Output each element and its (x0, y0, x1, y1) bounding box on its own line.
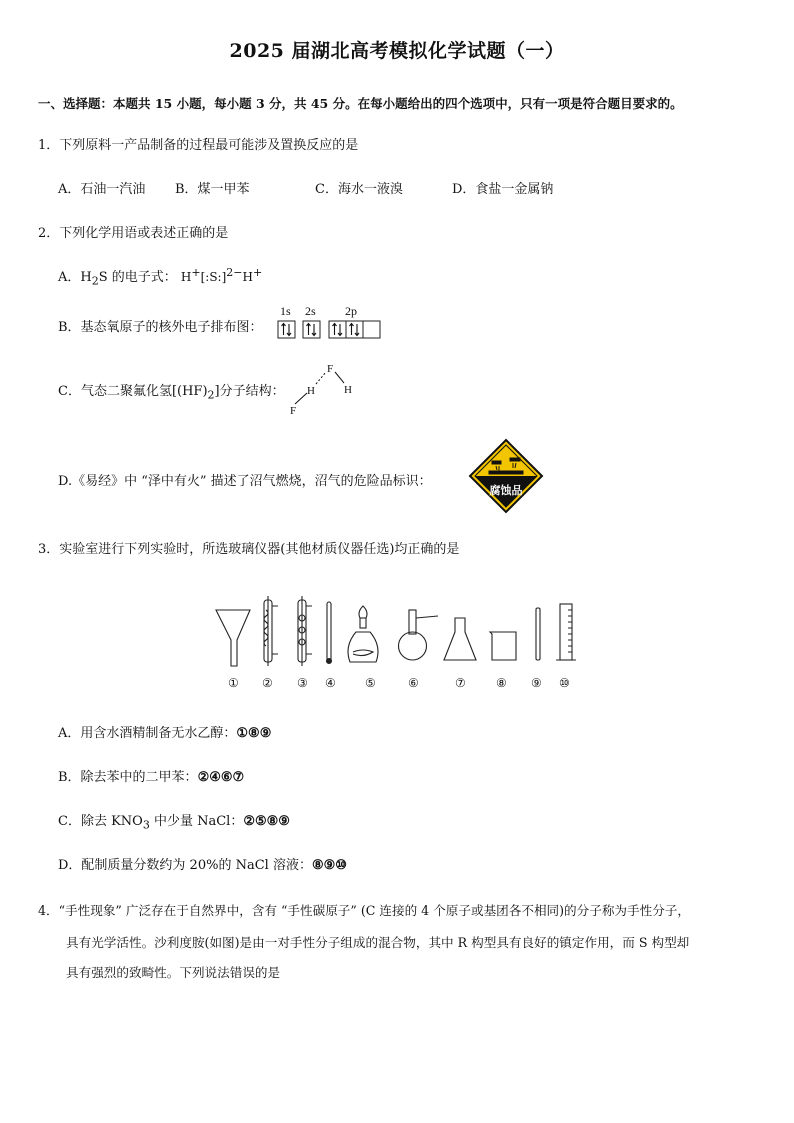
q4-stem-line3: 具有强烈的致畸性。下列说法错误的是 (66, 965, 281, 980)
funnel-icon (216, 610, 250, 666)
q1-option-c: C．海水一液溴 (315, 182, 403, 197)
apparatus-number-7: ⑦ (455, 676, 466, 690)
q2-option-d: D.《易经》中 “泽中有火” 描述了沼气燃烧，沼气的危险品标识： (58, 474, 432, 489)
q1-option-b: B．煤一甲苯 (175, 182, 250, 197)
q3-stem: 3．实验室进行下列实验时，所选玻璃仪器(其他材质仪器任选)均正确的是 (38, 542, 460, 557)
atom-f-top: F (327, 363, 334, 375)
q3-option-d: D．配制质量分数约为 20%的 NaCl 溶液：⑧⑨⑩ (58, 858, 347, 873)
apparatus-number-6: ⑥ (408, 676, 419, 690)
condenser-icon (264, 596, 278, 666)
glass-rod-icon (536, 608, 540, 660)
q4-stem-line1: 4．“手性现象” 广泛存在于自然界中，含有 “手性碳原子” (C 连接的 4 个原子或基团各不相同)的分子称为手性分子， (38, 903, 690, 918)
section-instructions: 一、选择题：本题共 15 小题，每小题 3 分，共 45 分。在每小题给出的四个选项中，只有一项是符合题目要求的。 (38, 96, 683, 111)
distillation-flask-icon (399, 610, 439, 660)
orbital-boxes (277, 320, 387, 340)
apparatus-number-1: ① (228, 676, 239, 690)
thermometer-icon (327, 602, 332, 664)
hf-dimer-structure (278, 360, 368, 420)
glassware-illustration (210, 596, 590, 668)
q2-option-a: A．$H_2S$ 的电子式： H+[:S:]$^{2-}$H+ (58, 266, 263, 288)
orbital-label-1s: 1s (280, 304, 291, 318)
apparatus-number-10: ⑩ (559, 676, 570, 690)
q4-stem-line2: 具有光学活性。沙利度胺(如图)是由一对手性分子组成的混合物，其中 R 构型具有良好的镇定作用，而 S 构型却 (66, 935, 690, 950)
apparatus-number-9: ⑨ (531, 676, 542, 690)
q2-option-c: C．气态二聚氟化氢$[(HF)_2]$分子结构： (58, 384, 285, 402)
apparatus-number-2: ② (262, 676, 273, 690)
apparatus-number-4: ④ (325, 676, 336, 690)
apparatus-number-3: ③ (297, 676, 308, 690)
q1-stem: 1．下列原料一产品制备的过程最可能涉及置换反应的是 (38, 138, 359, 153)
corrosive-hazard-icon (468, 438, 544, 514)
hazard-label: 腐蚀品 (489, 484, 523, 497)
q1-option-d: D．食盐一金属钠 (452, 182, 554, 197)
page-title: 2025 届湖北高考模拟化学试题（一） (229, 40, 565, 62)
q1-option-a: A．石油一汽油 (58, 182, 146, 197)
q2-option-b: B．基态氧原子的核外电子排布图： (58, 320, 263, 335)
orbital-label-2s: 2s (305, 304, 316, 318)
q3-option-c: C．除去 $KNO_3$ 中少量 NaCl：②⑤⑧⑨ (58, 814, 290, 832)
atom-h-middle: H (307, 385, 315, 397)
atom-f-bottom: F (290, 405, 297, 417)
orbital-label-2p: 2p (345, 304, 357, 318)
apparatus-number-8: ⑧ (496, 676, 507, 690)
electron-formula: H+[:S:]$^{2-}$H+ (180, 266, 263, 284)
conical-flask-icon (444, 618, 476, 660)
reflux-condenser-icon (298, 596, 312, 666)
atom-h-right: H (344, 384, 352, 396)
orbital-diagram (277, 304, 387, 340)
beaker-icon (490, 632, 516, 660)
graduated-cylinder-icon (556, 604, 576, 660)
apparatus-number-5: ⑤ (365, 676, 376, 690)
alcohol-lamp-icon (348, 606, 378, 662)
q2-stem: 2．下列化学用语或表述正确的是 (38, 226, 229, 241)
q3-option-b: B．除去苯中的二甲苯：②④⑥⑦ (58, 770, 245, 785)
q3-option-a: A．用含水酒精制备无水乙醇：①⑧⑨ (58, 726, 272, 741)
